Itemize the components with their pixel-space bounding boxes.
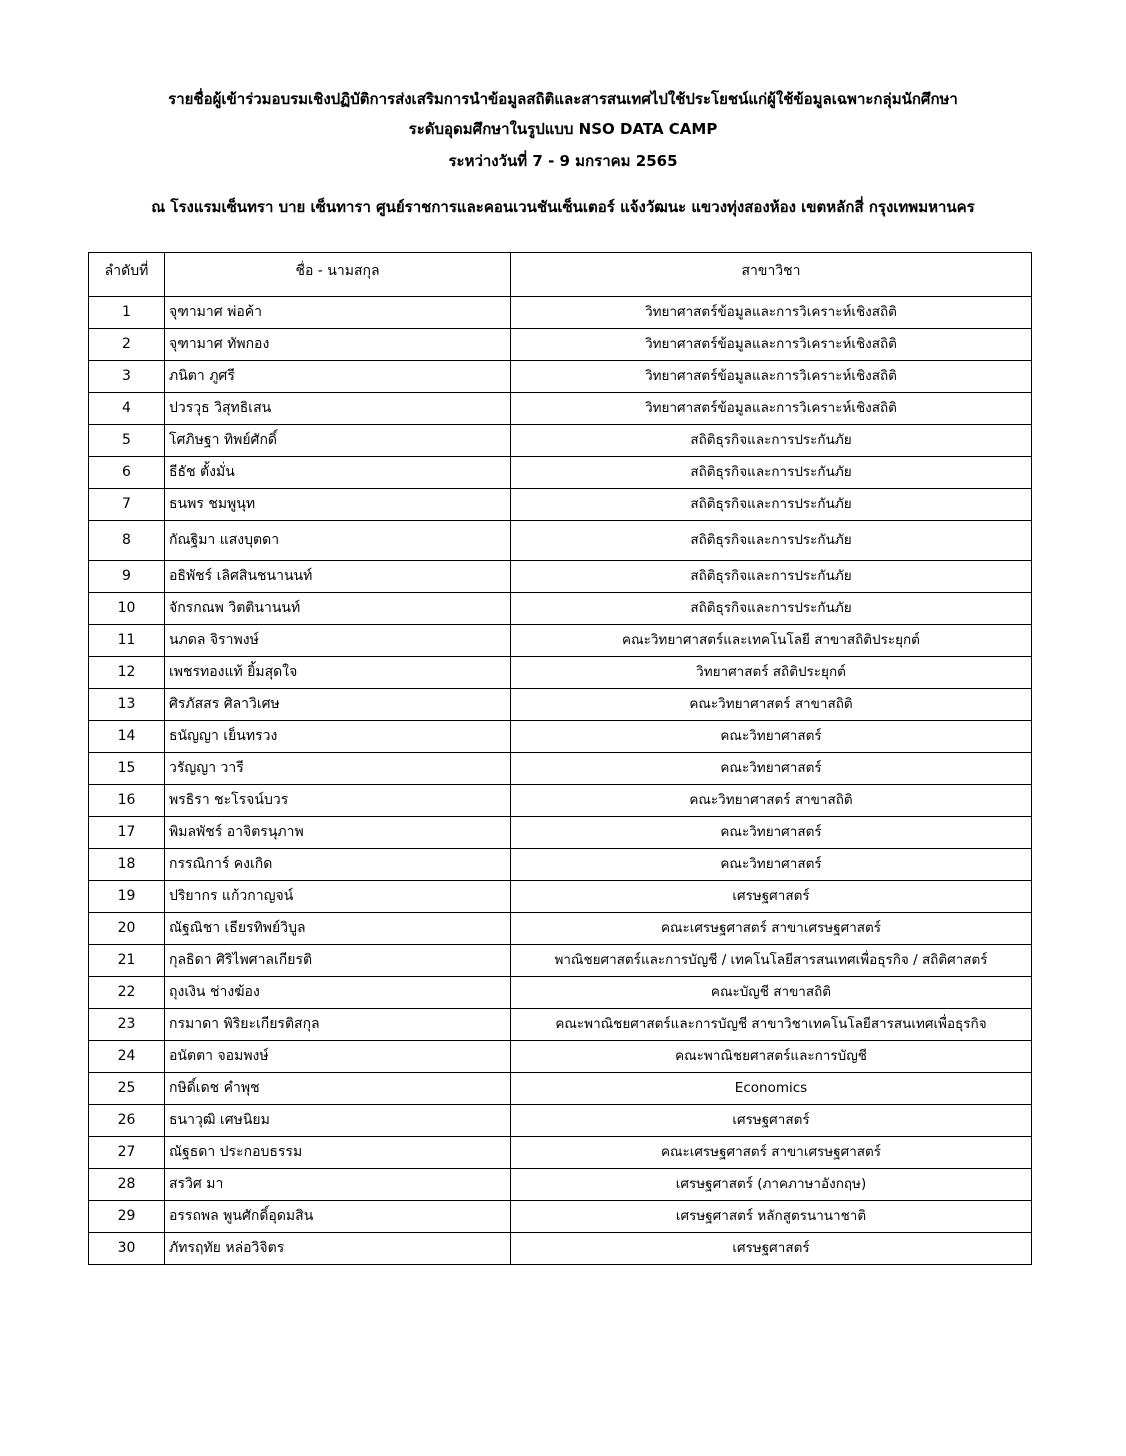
table-row: [89, 881, 1032, 913]
document-date: ระหว่างวันที่ 7 - 9 มกราคม 2565: [448, 152, 678, 170]
participant-name: จักรกณพ วิตตินานนท์: [165, 593, 511, 625]
participant-name: เพชรทองแท้ ยิ้มสุดใจ: [165, 657, 511, 689]
row-number: 24: [89, 1041, 165, 1073]
table-header-row: [89, 253, 1032, 297]
table-row: [89, 977, 1032, 1009]
row-number: 11: [89, 625, 165, 657]
participant-department: เศรษฐศาสตร์: [511, 1233, 1032, 1265]
header-department: สาขาวิชา: [511, 253, 1032, 297]
row-number: 6: [89, 457, 165, 489]
participant-department: คณะบัญชี สาขาสถิติ: [511, 977, 1032, 1009]
row-number: 30: [89, 1233, 165, 1265]
participant-department: สถิติธุรกิจและการประกันภัย: [511, 457, 1032, 489]
row-number: 19: [89, 881, 165, 913]
row-number: 10: [89, 593, 165, 625]
participant-name: ศิรภัสสร ศิลาวิเศษ: [165, 689, 511, 721]
row-number: 23: [89, 1009, 165, 1041]
row-number: 29: [89, 1201, 165, 1233]
row-number: 13: [89, 689, 165, 721]
table-row: [89, 817, 1032, 849]
participant-name: ธีธัช ตั้งมั่น: [165, 457, 511, 489]
row-number: 1: [89, 297, 165, 329]
table-row: [89, 689, 1032, 721]
document-title: รายชื่อผู้เข้าร่วมอบรมเชิงปฏิบัติการส่งเสริมการนำข้อมูลสถิติและสารสนเทศไปใช้ประโยชน์แก่ผู้ใช้ข้อมูลเฉพาะกลุ่มนักศึกษา: [168, 90, 958, 108]
participant-name: จุฑามาศ พ่อค้า: [165, 297, 511, 329]
row-number: 2: [89, 329, 165, 361]
table-row: [89, 521, 1032, 561]
participant-name: กรรณิการ์ คงเกิด: [165, 849, 511, 881]
table-row: [89, 393, 1032, 425]
participant-department: เศรษฐศาสตร์ (ภาคภาษาอังกฤษ): [511, 1169, 1032, 1201]
participant-department: สถิติธุรกิจและการประกันภัย: [511, 489, 1032, 521]
participant-name: ธนพร ชมพูนุท: [165, 489, 511, 521]
participant-name: ธนาวุฒิ เศษนิยม: [165, 1105, 511, 1137]
participant-department: วิทยาศาสตร์ข้อมูลและการวิเคราะห์เชิงสถิติ: [511, 393, 1032, 425]
participant-department: คณะวิทยาศาสตร์ สาขาสถิติ: [511, 689, 1032, 721]
participant-name: ถุงเงิน ช่างฆ้อง: [165, 977, 511, 1009]
table-row: [89, 913, 1032, 945]
participant-department: คณะวิทยาศาสตร์: [511, 721, 1032, 753]
participant-name: ณัฐณิชา เธียรทิพย์วิบูล: [165, 913, 511, 945]
table-row: [89, 297, 1032, 329]
participant-name: กัณฐิมา แสงบุตดา: [165, 521, 511, 561]
table-row: [89, 561, 1032, 593]
table-row: [89, 593, 1032, 625]
table-row: [89, 425, 1032, 457]
participant-table: [88, 252, 1032, 1265]
participant-name: อธิพัชร์ เลิศสินชนานนท์: [165, 561, 511, 593]
participant-department: เศรษฐศาสตร์ หลักสูตรนานาชาติ: [511, 1201, 1032, 1233]
row-number: 5: [89, 425, 165, 457]
participant-department: พาณิชยศาสตร์และการบัญชี / เทคโนโลยีสารสนเทศเพื่อธุรกิจ / สถิติศาสตร์: [511, 945, 1032, 977]
participant-name: จุฑามาศ ทัพกอง: [165, 329, 511, 361]
row-number: 26: [89, 1105, 165, 1137]
row-number: 22: [89, 977, 165, 1009]
participant-department: วิทยาศาสตร์ข้อมูลและการวิเคราะห์เชิงสถิติ: [511, 329, 1032, 361]
participant-name: ปวรวุธ วิสุทธิเสน: [165, 393, 511, 425]
table-row: [89, 457, 1032, 489]
row-number: 7: [89, 489, 165, 521]
participant-department: Economics: [511, 1073, 1032, 1105]
row-number: 9: [89, 561, 165, 593]
participant-department: คณะเศรษฐศาสตร์ สาขาเศรษฐศาสตร์: [511, 913, 1032, 945]
row-number: 27: [89, 1137, 165, 1169]
participant-name: ปริยากร แก้วกาญจน์: [165, 881, 511, 913]
row-number: 18: [89, 849, 165, 881]
participant-department: คณะพาณิชยศาสตร์และการบัญชี สาขาวิชาเทคโนโลยีสารสนเทศเพื่อธุรกิจ: [511, 1009, 1032, 1041]
table-row: [89, 721, 1032, 753]
participant-name: อนัตตา จอมพงษ์: [165, 1041, 511, 1073]
participant-department: วิทยาศาสตร์ข้อมูลและการวิเคราะห์เชิงสถิติ: [511, 297, 1032, 329]
table-row: [89, 1009, 1032, 1041]
header-no: ลำดับที่: [89, 253, 165, 297]
participant-name: ภัทรฤทัย หล่อวิจิตร: [165, 1233, 511, 1265]
row-number: 15: [89, 753, 165, 785]
participant-name: อรรถพล พูนศักดิ์อุดมสิน: [165, 1201, 511, 1233]
table-row: [89, 1105, 1032, 1137]
table-row: [89, 1073, 1032, 1105]
table-row: [89, 785, 1032, 817]
row-number: 16: [89, 785, 165, 817]
table-body: [89, 297, 1032, 1265]
table-row: [89, 329, 1032, 361]
table-row: [89, 1201, 1032, 1233]
table-row: [89, 625, 1032, 657]
row-number: 25: [89, 1073, 165, 1105]
participant-name: โศภิษฐา ทิพย์ศักดิ์: [165, 425, 511, 457]
participant-department: คณะเศรษฐศาสตร์ สาขาเศรษฐศาสตร์: [511, 1137, 1032, 1169]
participant-department: คณะวิทยาศาสตร์: [511, 753, 1032, 785]
row-number: 4: [89, 393, 165, 425]
row-number: 8: [89, 521, 165, 561]
participant-name: สรวิศ มา: [165, 1169, 511, 1201]
table-row: [89, 489, 1032, 521]
participant-department: สถิติธุรกิจและการประกันภัย: [511, 425, 1032, 457]
document-subtitle: ระดับอุดมศึกษาในรูปแบบ NSO DATA CAMP: [408, 120, 718, 138]
table-row: [89, 1169, 1032, 1201]
table-row: [89, 753, 1032, 785]
row-number: 3: [89, 361, 165, 393]
row-number: 21: [89, 945, 165, 977]
table-row: [89, 1137, 1032, 1169]
participant-name: พรธิรา ชะโรจน์บวร: [165, 785, 511, 817]
participant-department: วิทยาศาสตร์ข้อมูลและการวิเคราะห์เชิงสถิติ: [511, 361, 1032, 393]
table-row: [89, 657, 1032, 689]
document-venue: ณ โรงแรมเซ็นทรา บาย เซ็นทารา ศูนย์ราชการและคอนเวนชันเซ็นเตอร์ แจ้งวัฒนะ แขวงทุ่งสองห้อง เขตหลักสี่ กรุงเทพมหานคร: [151, 198, 975, 216]
header-name: ชื่อ - นามสกุล: [165, 253, 511, 297]
participant-department: เศรษฐศาสตร์: [511, 1105, 1032, 1137]
participant-name: กุลธิดา ศิริไพศาลเกียรติ: [165, 945, 511, 977]
participant-department: คณะวิทยาศาสตร์และเทคโนโลยี สาขาสถิติประยุกต์: [511, 625, 1032, 657]
row-number: 12: [89, 657, 165, 689]
table-row: [89, 1233, 1032, 1265]
participant-name: วรัญญา วารี: [165, 753, 511, 785]
participant-department: คณะวิทยาศาสตร์ สาขาสถิติ: [511, 785, 1032, 817]
participant-department: สถิติธุรกิจและการประกันภัย: [511, 561, 1032, 593]
participant-department: สถิติธุรกิจและการประกันภัย: [511, 521, 1032, 561]
participant-department: คณะวิทยาศาสตร์: [511, 817, 1032, 849]
participant-name: กษิดิ์เดช คำพุช: [165, 1073, 511, 1105]
participant-department: คณะวิทยาศาสตร์: [511, 849, 1032, 881]
table-row: [89, 1041, 1032, 1073]
participant-department: วิทยาศาสตร์ สถิติประยุกต์: [511, 657, 1032, 689]
table-row: [89, 361, 1032, 393]
participant-department: สถิติธุรกิจและการประกันภัย: [511, 593, 1032, 625]
participant-name: ณัฐธดา ประกอบธรรม: [165, 1137, 511, 1169]
row-number: 20: [89, 913, 165, 945]
participant-name: นภดล จิราพงษ์: [165, 625, 511, 657]
row-number: 17: [89, 817, 165, 849]
participant-name: พิมลพัชร์ อาจิตรนุภาพ: [165, 817, 511, 849]
participant-name: ภนิตา ภูศรี: [165, 361, 511, 393]
participant-name: ธนัญญา เย็นทรวง: [165, 721, 511, 753]
row-number: 14: [89, 721, 165, 753]
participant-department: เศรษฐศาสตร์: [511, 881, 1032, 913]
table-row: [89, 849, 1032, 881]
row-number: 28: [89, 1169, 165, 1201]
participant-department: คณะพาณิชยศาสตร์และการบัญชี: [511, 1041, 1032, 1073]
table-row: [89, 945, 1032, 977]
participant-name: กรมาดา พิริยะเกียรติสกุล: [165, 1009, 511, 1041]
